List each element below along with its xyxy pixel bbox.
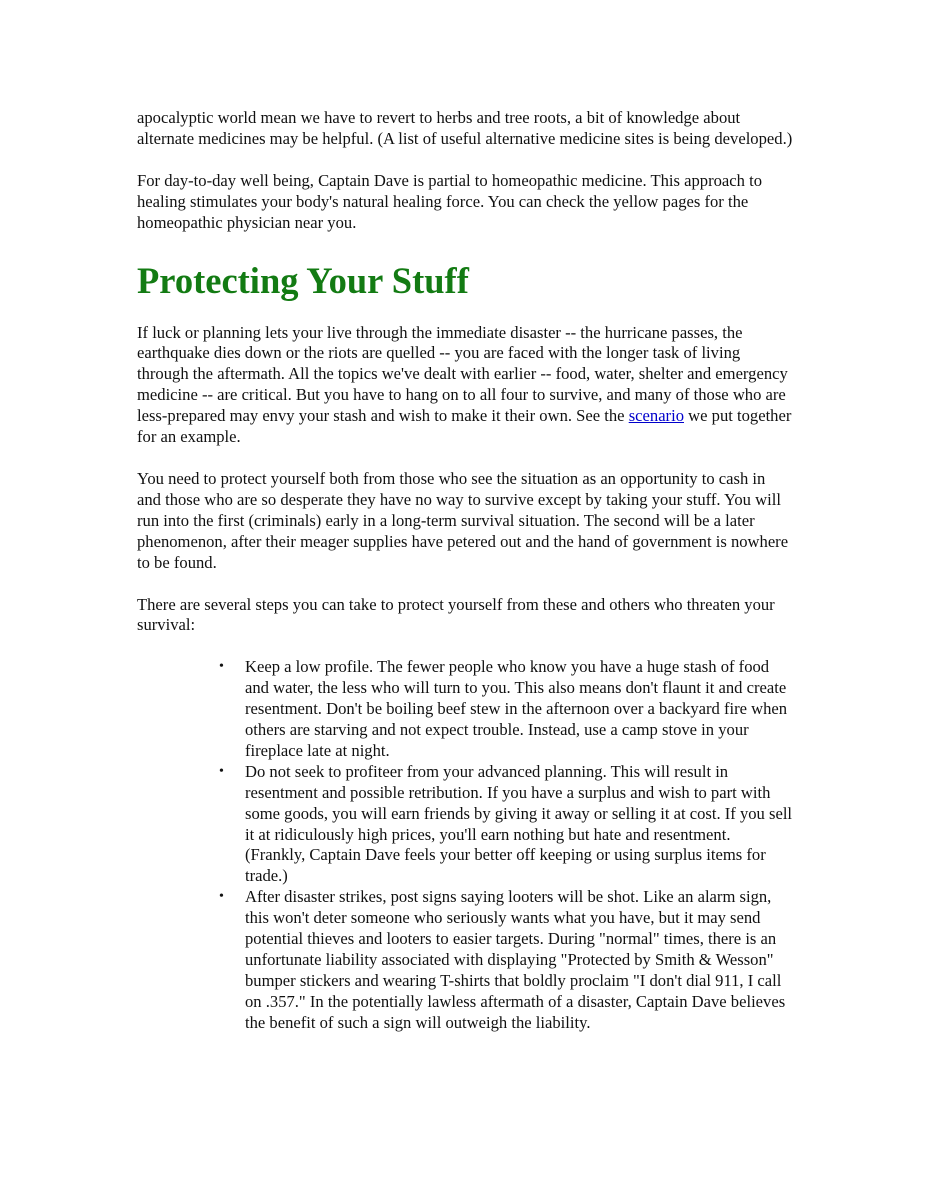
paragraph-1-text-after-link: we put together for an example.: [137, 406, 792, 447]
list-item-text: After disaster strikes, post signs saying looters will be shot. Like an alarm sign, this won't deter someone who seriously wants what you have, but it may send potential thieves and looters to easier targets. During "normal" times, there is an unfortunate liability associated with displaying "Protected by Smith & Wesson" bumper stickers and wearing T-shirts that boldly proclaim "I don't dial 911, I call on .357." In the potentially lawless aftermath of a disaster, Captain Dave believes the benefit of such a sign will outweigh the liability.: [245, 887, 786, 1032]
section-paragraph-3: There are several steps you can take to protect yourself from these and others who threaten your survival:: [137, 594, 775, 635]
document-page: [137, 108, 793, 1034]
list-item: [137, 887, 793, 1033]
intro-paragraph-1: apocalyptic world mean we have to revert to herbs and tree roots, a bit of knowledge about alternate medicines may be helpful. (A list of useful alternative medicine sites is being developed.): [137, 108, 793, 148]
list-item: [137, 762, 793, 887]
bullet-icon: •: [219, 659, 224, 675]
list-item-text: Keep a low profile. The fewer people who know you have a huge stash of food and water, the less who will turn to you. This also means don't flaunt it and create resentment. Don't be boiling beef stew in the afternoon over a backyard fire when others are starving and not expect trouble. Instead, use a camp stove in your fireplace late at night.: [245, 657, 788, 760]
bullet-list: [137, 657, 793, 1033]
list-item-text: Do not seek to profiteer from your advanced planning. This will result in resentment and possible retribution. If you have a surplus and wish to part with some goods, you will earn friends by giving it away or selling it at cost. If you sell it at ridiculously high prices, you'll earn nothing but hate and resentment. (Frankly, Captain Dave feels your better off keeping or using surplus items for trade.): [245, 761, 793, 886]
paragraph-1-text-before-link: If luck or planning lets your live through the immediate disaster -- the hurricane passes, the earthquake dies down or the riots are quelled -- you are faced with the longer task of living through the aftermath. All the topics we've dealt with earlier -- food, water, shelter and emergency medicine -- are critical. But you have to hang on to all four to survive, and many of those who are less-prepared may envy your stash and wish to make it their own. See the: [137, 322, 788, 426]
intro-paragraph-2: For day-to-day well being, Captain Dave is partial to homeopathic medicine. This approach to healing stimulates your body's natural healing force. You can check the yellow pages for the homeopathic physician near you.: [137, 170, 763, 232]
section-paragraph-2: You need to protect yourself both from those who see the situation as an opportunity to cash in and those who are so desperate they have no way to survive except by taking your stuff. You will run into the first (criminals) early in a long-term survival situation. The second will be a later phenomenon, after their meager supplies have petered out and the hand of government is nowhere to be found.: [137, 468, 789, 572]
section-heading: Protecting Your Stuff: [137, 259, 469, 301]
bullet-icon: •: [219, 889, 224, 905]
section-paragraph-1: [137, 323, 793, 448]
scenario-link[interactable]: scenario: [628, 406, 684, 426]
bullet-icon: •: [219, 763, 224, 779]
list-item: [137, 657, 793, 762]
